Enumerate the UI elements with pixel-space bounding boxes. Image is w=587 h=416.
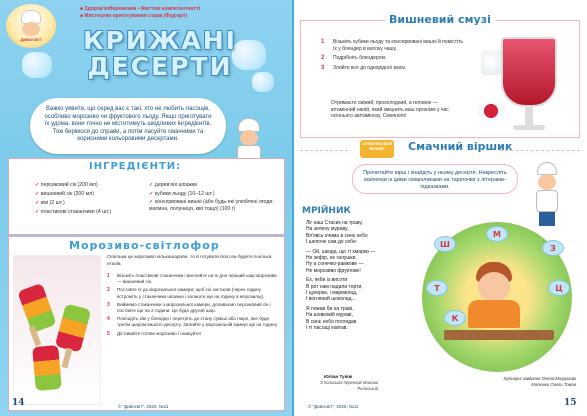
step-text: Візьміть пластикові стаканчики і виллийте на їх дно перший шар морозива — вишневий сік. (117, 273, 277, 285)
poem-author: Юліан Тувім (324, 374, 353, 379)
title-line-1: КРИЖАНІ (83, 26, 237, 55)
letter-plate: Ш (434, 236, 456, 252)
magazine-logo (6, 4, 56, 48)
step-number: 2 (107, 287, 110, 294)
step-text: Подрібніть блендером. (333, 55, 387, 61)
poem-stanza (306, 306, 416, 332)
letter-plate: Ц (548, 280, 570, 296)
smoothie-steps (321, 39, 467, 74)
ingredient-item: ✓ вишневий сік (200 мл) (35, 190, 111, 199)
left-page (0, 0, 293, 416)
shirt-shape (468, 300, 520, 328)
page-title (70, 28, 250, 80)
recipe-step (321, 55, 467, 62)
poem-stanza (306, 277, 416, 303)
popsicle-recipe-box (8, 236, 285, 411)
desk-shape (444, 330, 554, 340)
letter-plate: Т (426, 280, 448, 296)
logo-text: ДИВОСВІТ (20, 37, 42, 42)
whip-header (360, 140, 580, 160)
ingredients-title: ІНГРЕДІЄНТИ: (89, 161, 182, 172)
poem-source: З польської переклав Максим Рильський (320, 380, 378, 391)
ingredient-item: ✓ персиковий сік (200 мл) (35, 181, 111, 190)
step-text: Візьміть кубики льоду та консервовані вишні й помістіть їх у блендер в високу чашу. (333, 39, 464, 52)
footer-right: © "Дивосвіт", 2020, №11 (308, 404, 359, 409)
poem-line: На зелену мураву, (306, 226, 349, 233)
smoothie-title: Вишневий смузі (385, 13, 495, 26)
recipe-step (107, 331, 279, 337)
poem-stanza (306, 220, 416, 246)
recipe-step (107, 316, 279, 328)
step-number: 5 (107, 330, 110, 337)
right-page (294, 0, 587, 416)
smoothie-recipe-box (300, 13, 580, 138)
popsicle-image (17, 283, 56, 333)
popsicle-photo (13, 255, 101, 405)
step-text: Злийте все до однорідної маси. (333, 64, 407, 71)
poem-line: І ті ласощі ковтав. (306, 325, 348, 332)
recipe-step (321, 39, 467, 52)
poem-line: Ліг наш Стасик на траву, (306, 220, 363, 226)
ingredient-item: ✓ консервовані вишні (або будь-які улюблені ягоди: малина, полуниця, ківі тощо) (100 г) (149, 199, 279, 212)
divider (300, 150, 348, 151)
ingredient-item: ✓ кубики льоду (10–12 шт.) (149, 190, 279, 199)
poem-title: МРІЙНИК (302, 206, 351, 216)
poem-line: В рот нам падали торти, (306, 283, 363, 290)
topic-tags (76, 4, 276, 22)
glass-base (513, 125, 545, 130)
recipe-step (107, 302, 279, 314)
credit-line: Малюнки Олеги Томов (531, 381, 576, 387)
letter-plate: К (444, 310, 466, 326)
boy-dreaming-illustration (468, 262, 528, 332)
recipe-step (107, 273, 279, 285)
letter-plate: З (542, 240, 564, 256)
face-shape (478, 272, 510, 302)
popsicle-intro: Оскільки це морозиво кількашарове, то й готувати його ви будете в кілька етапів. (107, 255, 272, 267)
poem-line: І вогняний шоколад... (306, 296, 356, 303)
popsicle-steps (107, 273, 279, 339)
popsicle-title: Морозиво-світлофор (69, 239, 220, 252)
popsicle-stick (62, 348, 73, 369)
chef-face-icon (22, 22, 40, 36)
ingredient-item: ✓ пластикові стаканчики (4 шт.) (35, 208, 111, 217)
footer-left: © "Дивосвіт", 2020, №11 (118, 404, 169, 409)
poem-line: Не морозиво фруктове! (306, 267, 361, 274)
step-text: Виймемо стаканчики з морозильної камери, доливаємо персиковий сік і поставте ще на 2 години. Це буде другий шар. (117, 301, 271, 314)
head-shape (240, 130, 258, 146)
recipe-step (107, 287, 279, 299)
poem-line: Я пожав би на траві, (306, 305, 354, 312)
poem-line: Вп'явсь очима в синє небо (306, 232, 368, 239)
poem-line: Ех, якби із висоти (306, 277, 348, 284)
legs-shape (539, 212, 555, 226)
step-number: 3 (107, 301, 110, 308)
cherries-photo (477, 101, 505, 121)
poem-line: На шовковій мураві, (306, 312, 353, 319)
ice-cube-decoration (252, 72, 274, 92)
ice-cube-decoration (22, 52, 52, 78)
popsicle-image (32, 345, 62, 391)
smoothie-glass-photo (501, 37, 557, 107)
step-text: Покладіть ківі у блендер і перетріть до стану суміші або пюре, яке буде третім шаром вашого десерту. Залийте у морозильній камері ще на годину. (117, 316, 278, 328)
title-line-2: ДЕСЕРТИ (87, 52, 233, 81)
step-text: Поставте їх до морозильної камери; щоб сік застигав (через годину встроміть у стаканчики шпажки і залиште ще на годину в морозилці). (117, 287, 265, 299)
recipe-step (321, 65, 467, 72)
intro-text: Важко уявити, що серед вас є такі, хто не любить ласощів, особливо морозиво чи фруктового льоду. Якщо приготувати їх удома, вони точно не міститимуть шкідливих інгредієнтів. Тож берімося до справи, а потім ласуйте смачними та корисними кольоровими десертами. (30, 98, 226, 154)
step-number: 2 (321, 55, 325, 61)
ingredients-list-1 (35, 181, 111, 217)
glass-stem (525, 107, 533, 127)
poem (306, 220, 416, 335)
poem-line: — Ой, шкода, що ті хмарки — (306, 248, 376, 255)
whip-title: Смачний віршик (408, 140, 513, 153)
head-shape (538, 174, 556, 190)
poem-line: Не зефір, не галушки, (306, 255, 357, 262)
credits (446, 376, 576, 387)
letter-plate: М (486, 226, 508, 242)
poem-line: В синє небо поглядав (306, 318, 357, 325)
ingredient-item: ✓ дерев'яні шпажки (149, 181, 279, 190)
chef-boy-illustration (526, 162, 566, 234)
step-number: 3 (321, 64, 325, 71)
poem-line: І шепоче сам до себе: (306, 239, 358, 246)
section-badge: СЛОВНИКОВИЙ ВІЛІНЕР (360, 140, 394, 158)
poem-line: Ну а сонечко-рамкове — (306, 261, 364, 268)
credit-line: Кулінарні завдання Олена Мазуркова (503, 376, 576, 381)
page-number-right: 15 (564, 398, 577, 408)
step-number: 1 (321, 39, 325, 45)
popsicle-image (55, 303, 92, 352)
topic-tag: ■ Мистецтво приготування страв (Фуд-арт) (80, 13, 272, 20)
step-number: 4 (107, 316, 110, 323)
body-shape (536, 190, 558, 212)
poem-line: І цукерки, і мармелад, (306, 290, 358, 297)
page-number-left: 14 (12, 398, 25, 408)
ingredients-list-2 (149, 181, 279, 212)
poem-stanza (306, 249, 416, 275)
ingredient-item: ✓ ківі (2 шт.) (35, 199, 111, 208)
whip-instruction: Прочитайте вірш і знайдіть у ньому десерти. Накресліть малюнки із цими смаколиками на тарілочки з літерами-підказками. (352, 164, 518, 194)
step-text: Діставайте готове морозиво і смакуйте! (117, 330, 202, 336)
step-number: 1 (107, 273, 110, 279)
smoothie-note: Отримаєте свіжий, прохолодний, а головне — вітамінний напій, який зміцнить ваш організм у час осіннього авітамінозу. Смачного! (331, 100, 449, 119)
topic-tag: ■ Здоров'язбереження • Життєві компетентності (80, 6, 272, 13)
ingredients-box (8, 158, 285, 235)
